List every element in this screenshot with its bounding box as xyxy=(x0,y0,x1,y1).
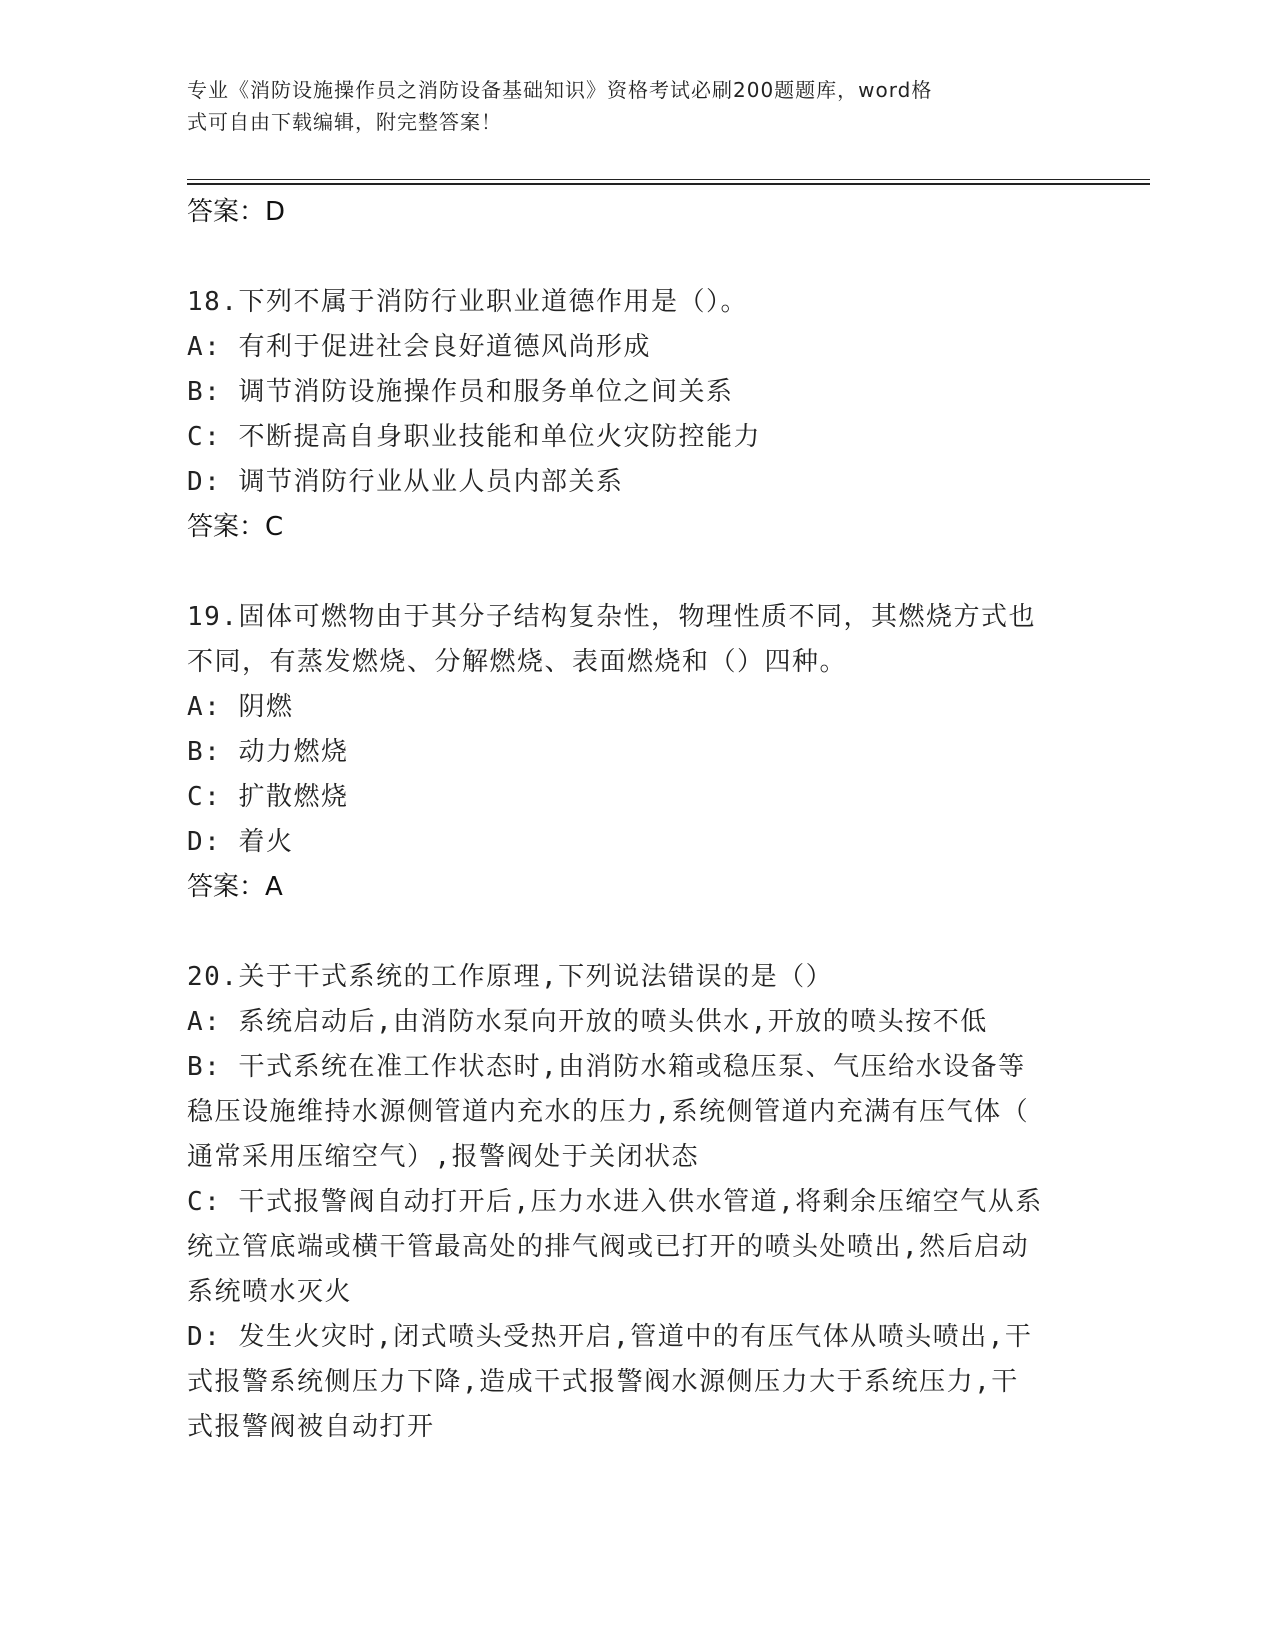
option-a: A: 系统启动后,由消防水泵向开放的喷头供水,开放的喷头按不低 xyxy=(187,1007,988,1037)
option-c: C: 不断提高自身职业技能和单位火灾防控能力 xyxy=(187,422,761,452)
spacer xyxy=(187,235,1087,280)
question-block-19 xyxy=(187,595,1087,910)
question-block-18 xyxy=(187,280,1087,550)
answer-line: 答案：D xyxy=(187,197,286,227)
header-rule-thin xyxy=(187,179,1150,180)
option-d-continued: 式报警系统侧压力下降,造成干式报警阀水源侧压力大于系统压力,干 xyxy=(187,1367,1019,1397)
option-c-continued: 统立管底端或横干管最高处的排气阀或已打开的喷头处喷出,然后启动 xyxy=(187,1232,1030,1262)
spacer xyxy=(187,910,1087,955)
header-line-1: 专业《消防设施操作员之消防设备基础知识》资格考试必刷200题题库，word格 xyxy=(187,78,933,102)
question-block-20 xyxy=(187,955,1087,1450)
option-c-continued: 系统喷水灭火 xyxy=(187,1277,353,1307)
answer-line: 答案：A xyxy=(187,872,283,902)
option-c: C: 扩散燃烧 xyxy=(187,782,349,812)
answer-line: 答案：C xyxy=(187,512,284,542)
option-d-continued: 式报警阀被自动打开 xyxy=(187,1412,435,1442)
document-body xyxy=(187,190,1087,1450)
question-text: 20.关于干式系统的工作原理,下列说法错误的是（） xyxy=(187,962,834,992)
option-c: C: 干式报警阀自动打开后,压力水进入供水管道,将剩余压缩空气从系 xyxy=(187,1187,1043,1217)
option-d: D: 发生火灾时,闭式喷头受热开启,管道中的有压气体从喷头喷出,干 xyxy=(187,1322,1033,1352)
option-b: B: 干式系统在准工作状态时,由消防水箱或稳压泵、气压给水设备等 xyxy=(187,1052,1026,1082)
option-b: B: 动力燃烧 xyxy=(187,737,349,767)
option-b-continued: 稳压设施维持水源侧管道内充水的压力,系统侧管道内充满有压气体（ xyxy=(187,1097,1030,1127)
option-b-continued: 通常采用压缩空气）,报警阀处于关闭状态 xyxy=(187,1142,700,1172)
option-d: D: 着火 xyxy=(187,827,294,857)
header-rule-thick xyxy=(187,183,1150,185)
option-a: A: 有利于促进社会良好道德风尚形成 xyxy=(187,332,651,362)
question-text: 19.固体可燃物由于其分子结构复杂性，物理性质不同，其燃烧方式也 xyxy=(187,602,1036,632)
question-text-continued: 不同，有蒸发燃烧、分解燃烧、表面燃烧和（）四种。 xyxy=(187,647,848,677)
option-d: D: 调节消防行业从业人员内部关系 xyxy=(187,467,624,497)
header-line-2: 式可自由下载编辑，附完整答案！ xyxy=(187,110,502,134)
question-text: 18.下列不属于消防行业职业道德作用是（）。 xyxy=(187,287,748,317)
option-a: A: 阴燃 xyxy=(187,692,294,722)
document-header xyxy=(187,74,1087,138)
spacer xyxy=(187,550,1087,595)
option-b: B: 调节消防设施操作员和服务单位之间关系 xyxy=(187,377,734,407)
